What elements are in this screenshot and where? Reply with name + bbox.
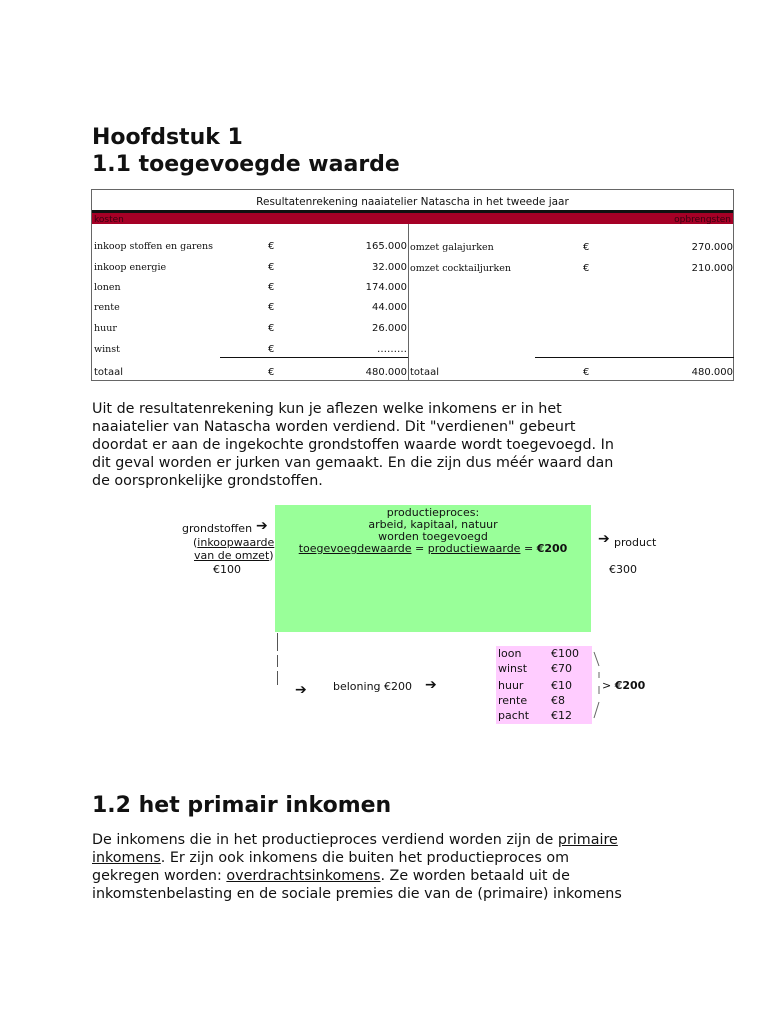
cost-label: lonen <box>94 282 121 293</box>
text-run: . Er zijn ook inkomens die buiten het productieproces om <box>160 850 570 866</box>
currency-sign: € <box>583 367 590 378</box>
process-line-2: arbeid, kapitaal, natuur <box>368 518 498 531</box>
income-label: rente <box>498 694 528 707</box>
results-table <box>91 189 734 381</box>
paragraph-line <box>92 849 622 867</box>
paren-close: ) <box>269 549 274 562</box>
text-run: . Ze worden betaald uit de <box>380 868 570 884</box>
total-row <box>94 360 407 380</box>
table-row <box>94 295 407 315</box>
revenue-label: omzet galajurken <box>410 242 494 253</box>
section-title-1-2: 1.2 het primair inkomen <box>92 793 392 818</box>
right-sum-line <box>535 357 734 358</box>
currency-sign: € <box>268 344 275 355</box>
cost-amount: 32.000 <box>372 262 407 273</box>
income-value: €100 <box>551 647 579 660</box>
arrow-right-icon: ➔ <box>295 682 307 698</box>
equals-sign: = <box>520 542 537 555</box>
cost-amount: 174.000 <box>365 282 407 293</box>
cost-amount: ……… <box>377 344 407 355</box>
process-line-3: worden toegevoegd <box>378 530 488 543</box>
paren-open: ( <box>193 536 198 549</box>
table-header-band <box>92 213 733 224</box>
table-row <box>94 337 407 357</box>
table-row <box>94 316 407 336</box>
income-value: €12 <box>551 709 572 722</box>
dashed-connector <box>277 671 278 685</box>
paragraph-line <box>92 867 622 885</box>
input-note-2: van de omzet <box>194 549 270 562</box>
arrow-right-icon: ➔ <box>425 677 437 693</box>
production-process-box <box>275 505 591 632</box>
cost-amount: 44.000 <box>372 302 407 313</box>
input-note-1: inkoopwaarde <box>197 536 275 549</box>
input-label: grondstoffen <box>182 522 253 535</box>
total-label: totaal <box>410 367 439 378</box>
added-value-term: toegevoegdewaarde <box>298 542 412 555</box>
paragraph-line: doordat er aan de ingekochte grondstoffen waarde wordt toegevoegd. In <box>92 437 614 453</box>
currency-sign: € <box>583 242 590 253</box>
production-value-term: productiewaarde <box>427 542 521 555</box>
income-label: winst <box>498 662 528 675</box>
total-prefix: > <box>602 679 615 692</box>
income-row <box>496 646 592 661</box>
income-row <box>496 693 592 708</box>
table-row <box>94 234 407 254</box>
paragraph-line: de oorspronkelijke grondstoffen. <box>92 473 323 489</box>
chapter-title: Hoofdstuk 1 <box>92 125 243 150</box>
income-total <box>602 679 645 693</box>
income-value: €70 <box>551 662 572 675</box>
input-value: €100 <box>213 563 241 576</box>
process-equation <box>275 543 591 555</box>
total-amount: 480.000 <box>365 367 407 378</box>
table-row <box>94 275 407 295</box>
paragraph-line <box>92 831 622 849</box>
paragraph-line: naaiatelier van Natascha worden verdiend. Dit "verdienen" gebeurt <box>92 419 576 435</box>
dashed-connector <box>277 633 278 651</box>
term-transfer-income: overdrachtsinkomens <box>226 868 381 884</box>
dashed-connector <box>277 655 278 667</box>
cost-label: inkoop energie <box>94 262 167 273</box>
arrow-right-icon: ➔ <box>256 518 268 534</box>
currency-sign: € <box>268 323 275 334</box>
total-label: totaal <box>94 367 123 378</box>
income-value: €8 <box>551 694 565 707</box>
cost-amount: 26.000 <box>372 323 407 334</box>
process-line-1: productieproces: <box>386 506 480 519</box>
text-run: De inkomens die in het productieproces verdiend worden zijn de <box>92 832 558 848</box>
currency-sign: € <box>268 241 275 252</box>
paragraph-added-value <box>92 400 614 490</box>
income-label: loon <box>498 647 522 660</box>
term-primary: inkomens <box>92 850 161 866</box>
cost-label: huur <box>94 323 117 334</box>
primary-income-table <box>496 646 592 724</box>
table-row <box>410 235 733 255</box>
income-row <box>496 708 592 723</box>
table-column-divider <box>408 224 409 380</box>
currency-sign: € <box>268 262 275 273</box>
revenue-label: omzet cocktailjurken <box>410 263 511 274</box>
revenue-amount: 270.000 <box>691 242 733 253</box>
input-note-line-1 <box>193 536 274 550</box>
paragraph-line: dit geval worden er jurken van gemaakt. En die zijn dus méér waard dan <box>92 455 614 471</box>
cost-label: inkoop stoffen en garens <box>94 241 214 252</box>
currency-sign: € <box>268 282 275 293</box>
income-label: pacht <box>498 709 530 722</box>
process-amount: €200 <box>536 542 568 555</box>
input-note-line-2 <box>194 549 274 563</box>
arrow-right-icon: ➔ <box>598 531 610 547</box>
equals-sign: = <box>411 542 428 555</box>
table-row <box>410 256 733 276</box>
income-value: €10 <box>551 679 572 692</box>
total-amount: 480.000 <box>691 367 733 378</box>
income-row <box>496 678 592 693</box>
total-value: €200 <box>614 679 646 692</box>
costs-header: kosten <box>94 215 124 225</box>
income-row <box>496 661 592 676</box>
table-caption: Resultatenrekening naaiatelier Natascha in het tweede jaar <box>256 196 569 208</box>
output-value: €300 <box>609 563 637 576</box>
currency-sign: € <box>583 263 590 274</box>
term-primary: primaire <box>557 832 618 848</box>
revenue-amount: 210.000 <box>691 263 733 274</box>
paragraph-line: Uit de resultatenrekening kun je aflezen welke inkomens er in het <box>92 401 562 417</box>
paragraph-line: inkomstenbelasting en de sociale premies die van de (primaire) inkomens <box>92 886 622 902</box>
text-run: gekregen worden: <box>92 868 227 884</box>
income-label: huur <box>498 679 524 692</box>
output-label: product <box>614 536 657 549</box>
total-row <box>410 360 733 380</box>
revenues-header: opbrengsten <box>674 215 731 225</box>
table-row <box>94 255 407 275</box>
left-sum-line <box>220 357 408 358</box>
cost-label: winst <box>94 344 120 355</box>
currency-sign: € <box>268 302 275 313</box>
section-title-1-1: 1.1 toegevoegde waarde <box>92 152 400 177</box>
reward-label: beloning €200 <box>333 680 413 693</box>
cost-label: rente <box>94 302 120 313</box>
currency-sign: € <box>268 367 275 378</box>
paragraph-primary-income <box>92 831 622 903</box>
cost-amount: 165.000 <box>365 241 407 252</box>
